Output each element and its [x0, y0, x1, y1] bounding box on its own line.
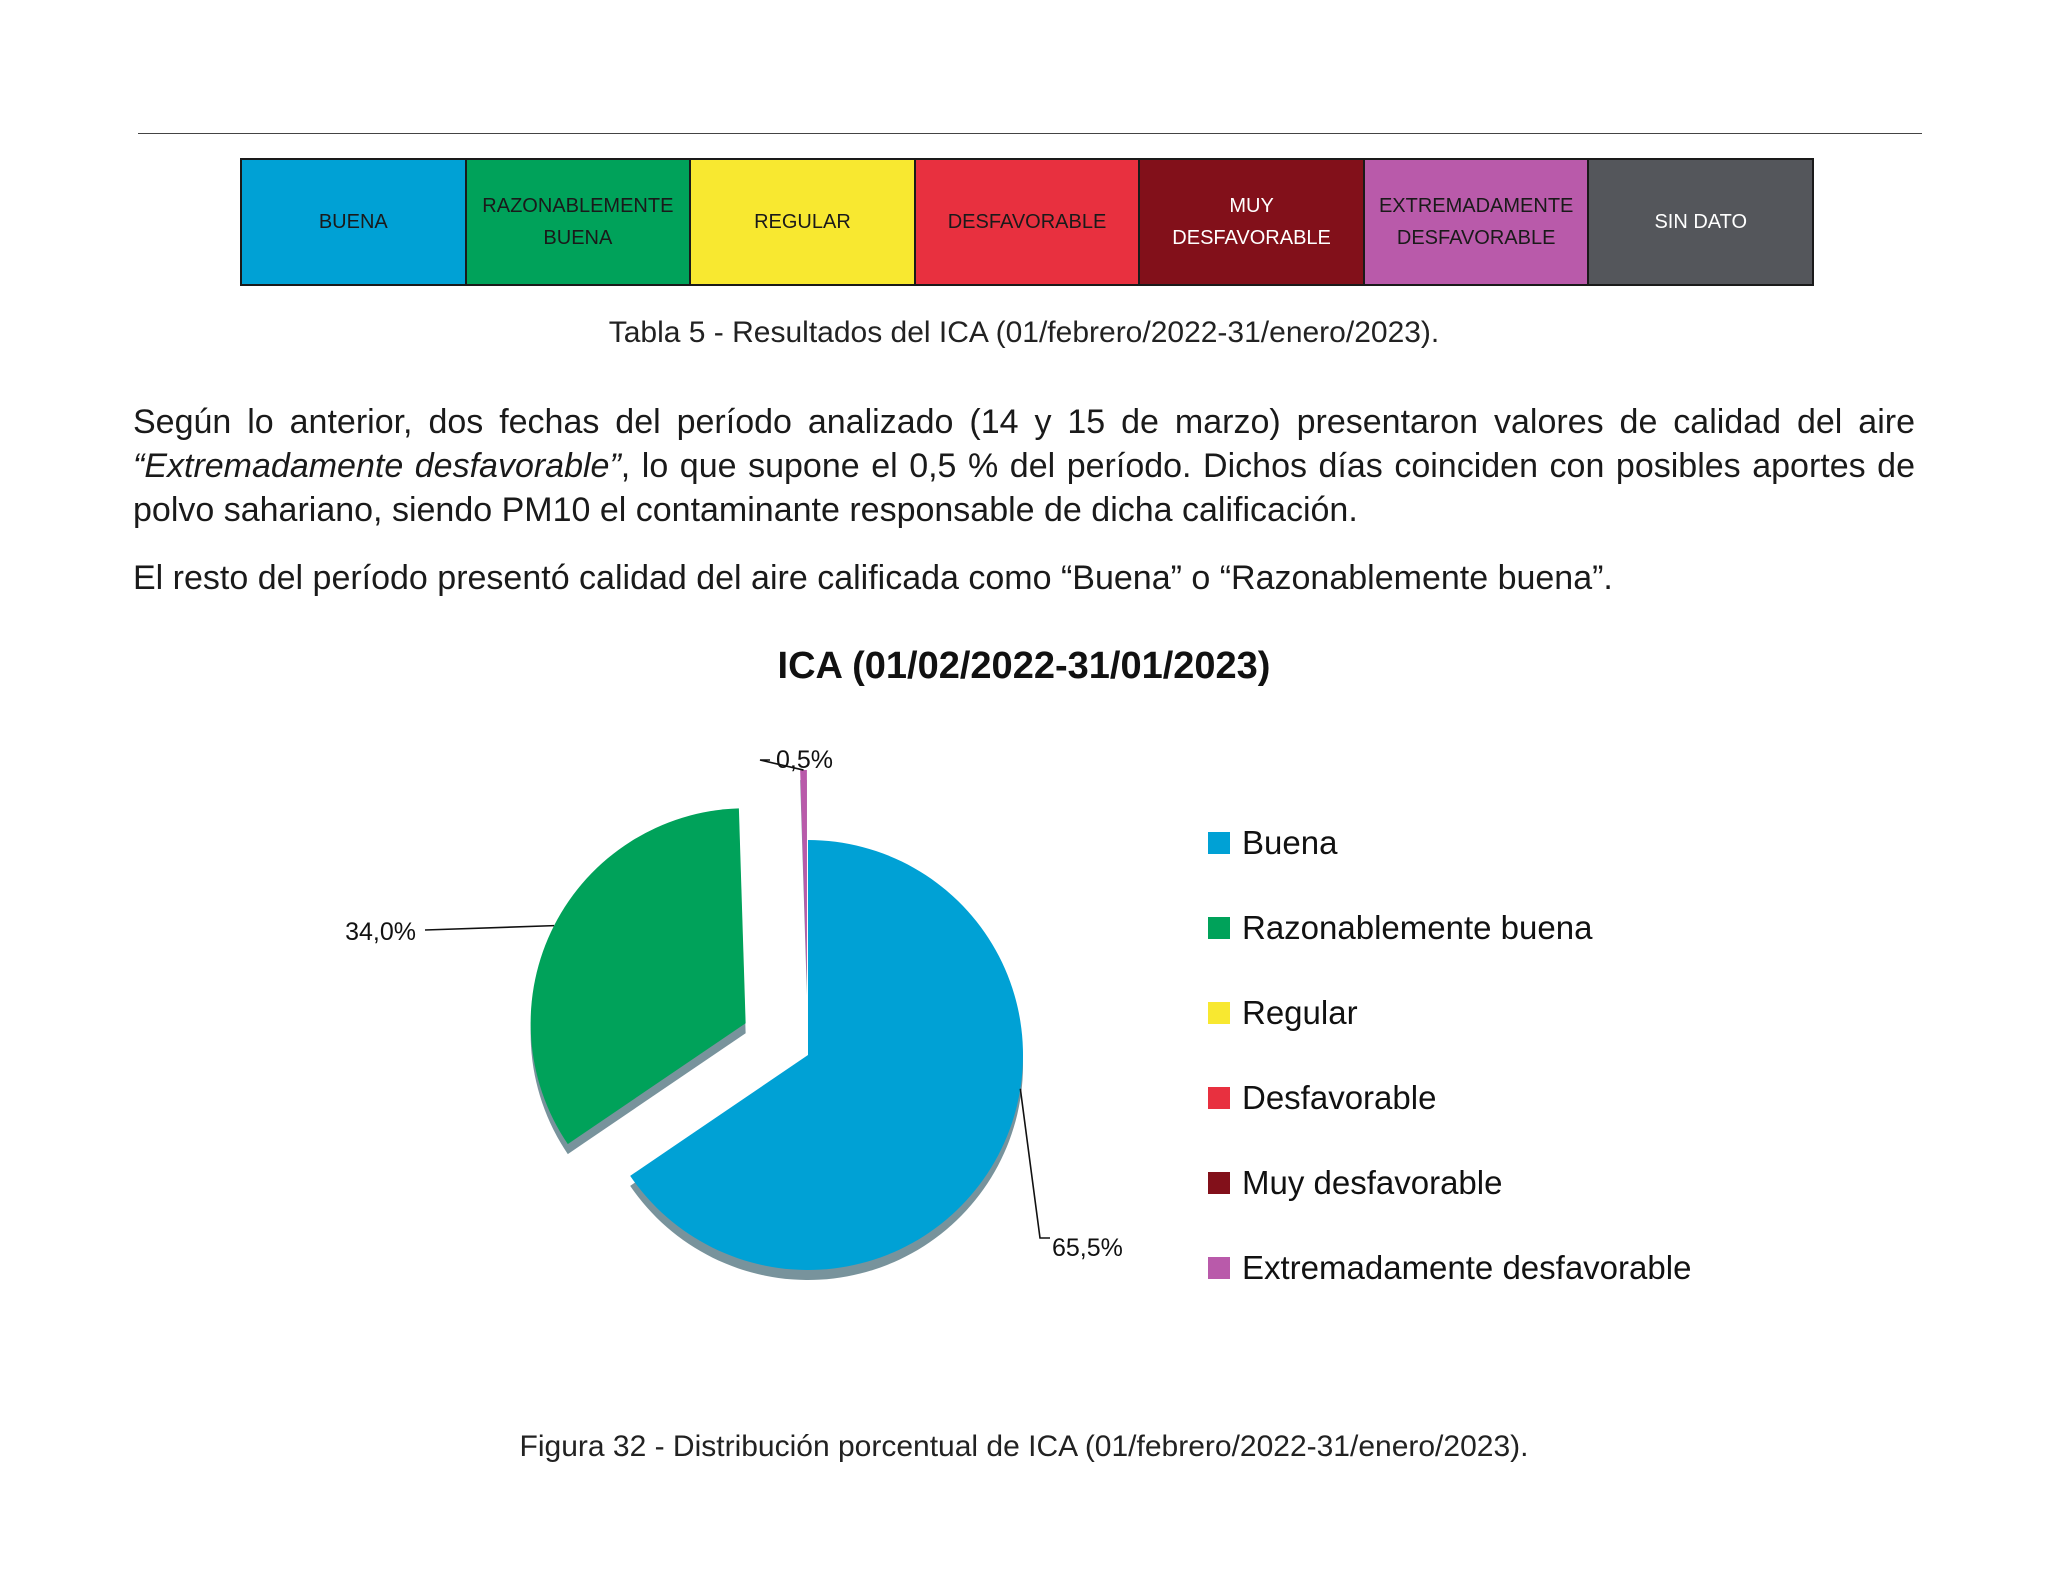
- legend-swatch: [1208, 1172, 1230, 1194]
- ica-scale-label: BUENA: [318, 211, 388, 233]
- pie-slice: [531, 808, 746, 1144]
- legend-item: [1208, 1140, 1691, 1225]
- legend-item: [1208, 1055, 1691, 1140]
- pie-data-label: 65,5%: [1052, 1234, 1123, 1262]
- pie-leader-line: [1020, 1089, 1050, 1238]
- legend-label: Muy desfavorable: [1242, 1163, 1503, 1201]
- legend-label: Desfavorable: [1242, 1078, 1437, 1116]
- pie-data-label: 34,0%: [345, 918, 416, 946]
- paragraph-emphasis: “Extremadamente desfavorable”: [133, 447, 621, 485]
- paragraph-text-after: , lo que supone el 0,5 % del período. Dichos días coinciden con posibles aportes de polvo sahariano, siendo PM10 el contaminante responsable de dicha calificación.: [133, 447, 1915, 529]
- legend-item: [1208, 885, 1691, 970]
- legend-label: Buena: [1242, 823, 1338, 861]
- legend-label: Razonablemente buena: [1242, 908, 1593, 946]
- legend-swatch: [1208, 832, 1230, 854]
- legend-swatch: [1208, 1002, 1230, 1024]
- legend-label: Extremadamente desfavorable: [1242, 1248, 1692, 1286]
- legend-item: [1208, 970, 1691, 1055]
- chart-title: ICA (01/02/2022-31/01/2023): [777, 645, 1271, 687]
- paragraph-rest-of-period: El resto del período presentó calidad del aire calificada como “Buena” o “Razonablemente buena”.: [133, 559, 1613, 597]
- ica-scale-label: DESFAVORABLE: [947, 211, 1107, 233]
- ica-scale-label: MUY DESFAVORABLE: [1172, 195, 1331, 249]
- table-caption: Tabla 5 - Resultados del ICA (01/febrero/2022-31/enero/2023).: [608, 316, 1440, 349]
- legend-swatch: [1208, 1257, 1230, 1279]
- ica-scale-label: REGULAR: [754, 211, 851, 233]
- paragraph-text-before: Según lo anterior, dos fechas del período analizado (14 y 15 de marzo) presentaron valores de calidad del aire: [133, 403, 1915, 441]
- chart-legend: [1208, 800, 1691, 1310]
- ica-scale-label: RAZONABLEMENTE BUENA: [482, 195, 674, 249]
- legend-item: [1208, 1225, 1691, 1310]
- ica-scale-label: SIN DATO: [1654, 211, 1748, 233]
- legend-swatch: [1208, 917, 1230, 939]
- ica-scale-label: EXTREMADAMENTE DESFAVORABLE: [1378, 195, 1574, 249]
- pie-leader-line: [425, 926, 554, 930]
- pie-slice: [800, 770, 807, 985]
- legend-swatch: [1208, 1087, 1230, 1109]
- pie-data-label: 0,5%: [776, 746, 833, 774]
- figure-caption: Figura 32 - Distribución porcentual de ICA (01/febrero/2022-31/enero/2023).: [519, 1430, 1529, 1463]
- legend-item: [1208, 800, 1691, 885]
- legend-label: Regular: [1242, 993, 1358, 1031]
